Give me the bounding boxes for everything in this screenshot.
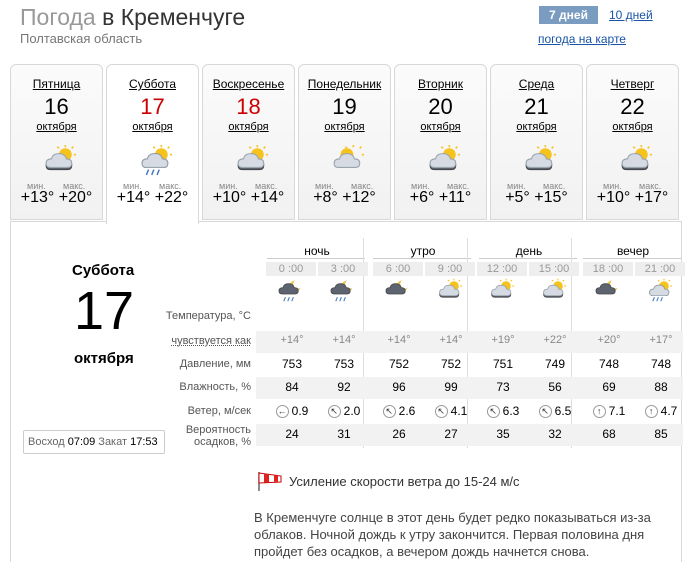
row-label-feels: чувствуется как: [171, 335, 251, 347]
day-description: В Кременчуге солнце в этот день будет редко показываться из-за облаков. Ночной дождь к утру закончится. Первая половина дня пройдет без осадков, а вечером дождь начнется снова.: [254, 510, 651, 559]
day-tab[interactable]: [202, 64, 295, 220]
hour-label: 0 :00: [266, 262, 316, 276]
precip-cell: 32: [548, 427, 562, 441]
wind-cell: ↖ 6.5: [529, 404, 581, 418]
wind-direction-icon: ↖: [328, 405, 341, 418]
day-name: Суббота: [129, 77, 176, 91]
region-name: Полтавская область: [20, 31, 143, 46]
day-name: Четверг: [610, 77, 655, 91]
day-number: 18: [236, 94, 261, 119]
day-name: Воскресенье: [212, 77, 285, 91]
day-tab[interactable]: [10, 64, 103, 220]
min-label: мин.: [411, 181, 430, 191]
wind-direction-icon: ↑: [645, 405, 658, 418]
row-label-precip-2: осадков, %: [194, 436, 251, 448]
humidity-cell: 56: [548, 380, 562, 394]
max-label: макс.: [159, 181, 182, 191]
day-tab[interactable]: [490, 64, 583, 220]
wind-direction-icon: ↑: [593, 405, 606, 418]
cloudy-sun-icon: [616, 144, 656, 176]
day-tabs: [10, 64, 682, 222]
humidity-cell: 84: [285, 380, 299, 394]
max-label: макс.: [639, 181, 662, 191]
humidity-cell: 92: [337, 380, 351, 394]
row-label-pressure: Давление, мм: [179, 358, 251, 370]
cloudy-sun-icon: [232, 144, 272, 176]
max-label: макс.: [63, 181, 86, 191]
night-cloudy-icon: [383, 278, 413, 302]
wind-cell: ↖ 4.1: [425, 404, 477, 418]
precip-cell: 35: [496, 427, 510, 441]
day-temperatures: +8° +12°: [313, 189, 376, 206]
day-tab[interactable]: [394, 64, 487, 220]
feels-cell: +14°: [387, 334, 411, 346]
pressure-cell: 753: [281, 357, 303, 371]
day-name: Среда: [518, 77, 555, 91]
wind-cell: ↖ 2.0: [318, 404, 370, 418]
cloudy-sun-icon: [435, 278, 465, 302]
humidity-cell: 69: [602, 380, 616, 394]
humidity-cell: 99: [444, 380, 458, 394]
cloudy-sun-icon: [424, 144, 464, 176]
cloudy-rain-icon: [136, 144, 176, 176]
feels-cell: +14°: [280, 334, 304, 346]
sun-times: Восход 07:09 Закат 17:53: [23, 430, 165, 454]
precip-cell: 85: [654, 427, 668, 441]
partly-cloudy-icon: [328, 144, 368, 176]
day-tab[interactable]: [586, 64, 679, 220]
day-temperatures: +13° +20°: [20, 189, 93, 206]
pressure-cell: 749: [544, 357, 566, 371]
cloudy-rain-icon: [645, 278, 675, 302]
feels-cell: +17°: [649, 334, 673, 346]
wind-cell: ↑ 7.1: [583, 404, 635, 418]
humidity-cell: 96: [392, 380, 406, 394]
page-title: Погода в Кременчуге: [20, 4, 246, 30]
day-month: октября: [516, 121, 557, 133]
precip-cell: 31: [337, 427, 351, 441]
precip-cell: 68: [602, 427, 616, 441]
night-cloudy-icon: [593, 278, 623, 302]
weather-map-link[interactable]: погода на карте: [538, 32, 626, 46]
day-number: 21: [524, 94, 549, 119]
min-label: мин.: [315, 181, 334, 191]
wind-direction-icon: ↖: [539, 405, 552, 418]
wind-cell: ↖ 2.6: [373, 404, 425, 418]
day-detail-panel: [10, 221, 682, 562]
day-temperatures: +6° +11°: [409, 189, 472, 206]
hour-label: 3 :00: [318, 262, 368, 276]
day-month: октября: [228, 121, 269, 133]
min-label: мин.: [27, 181, 46, 191]
min-label: мин.: [603, 181, 622, 191]
windsock-icon: [255, 469, 285, 493]
precip-cell: 26: [392, 427, 406, 441]
pressure-cell: 748: [598, 357, 620, 371]
tab-10-days[interactable]: 10 дней: [609, 8, 653, 22]
hour-label: 21 :00: [635, 262, 685, 276]
hour-label: 18 :00: [583, 262, 633, 276]
day-number: 20: [428, 94, 453, 119]
wind-warning: Усиление скорости ветра до 15-24 м/с: [289, 474, 520, 489]
row-label-temp: Температура, °C: [165, 310, 251, 322]
period-label: день: [515, 244, 543, 258]
wind-direction-icon: ↖: [487, 405, 500, 418]
day-temperatures: +10° +17°: [596, 189, 669, 206]
row-label-wind: Ветер, м/сек: [187, 405, 251, 417]
wind-cell: ↖ 6.3: [477, 404, 529, 418]
selected-day-month: октября: [74, 350, 134, 367]
selected-day-number: 17: [74, 281, 135, 341]
max-label: макс.: [255, 181, 278, 191]
selected-day-name: Суббота: [72, 262, 135, 279]
period-label: утро: [410, 244, 436, 258]
wind-direction-icon: ↖: [435, 405, 448, 418]
pressure-cell: 752: [440, 357, 462, 371]
day-name: Пятница: [32, 77, 81, 91]
day-name: Понедельник: [307, 77, 382, 91]
wind-cell: ↑ 4.7: [635, 404, 687, 418]
cloudy-sun-icon: [539, 278, 569, 302]
precip-cell: 27: [444, 427, 458, 441]
cloudy-sun-icon: [40, 144, 80, 176]
tab-7-days[interactable]: 7 дней: [539, 6, 598, 24]
cloudy-sun-icon: [520, 144, 560, 176]
feels-cell: +20°: [597, 334, 621, 346]
day-number: 16: [44, 94, 69, 119]
feels-cell: +19°: [491, 334, 515, 346]
day-temperatures: +10° +14°: [212, 189, 285, 206]
day-temperatures: +5° +15°: [505, 189, 568, 206]
hour-label: 6 :00: [373, 262, 423, 276]
period-label: вечер: [616, 244, 650, 258]
wind-cell: ← 0.9: [277, 404, 309, 418]
pressure-cell: 752: [388, 357, 410, 371]
day-month: октября: [612, 121, 653, 133]
night-cloudy-rain-icon: [328, 278, 358, 302]
pressure-cell: 748: [650, 357, 672, 371]
cloudy-sun-icon: [487, 278, 517, 302]
pressure-cell: 751: [492, 357, 514, 371]
day-month: октября: [132, 121, 173, 133]
min-label: мин.: [219, 181, 238, 191]
feels-cell: +14°: [332, 334, 356, 346]
day-number: 17: [140, 94, 165, 119]
hourly-forecast-table: [11, 222, 683, 452]
max-label: макс.: [543, 181, 566, 191]
min-label: мин.: [507, 181, 526, 191]
row-label-precip: Вероятность: [185, 424, 251, 436]
feels-cell: +22°: [543, 334, 567, 346]
day-month: октября: [420, 121, 461, 133]
period-label: ночь: [304, 244, 330, 258]
min-label: мин.: [123, 181, 142, 191]
day-month: октября: [36, 121, 77, 133]
pressure-cell: 753: [333, 357, 355, 371]
day-number: 19: [332, 94, 357, 119]
humidity-cell: 88: [654, 380, 668, 394]
row-label-humidity: Влажность, %: [179, 381, 251, 393]
max-label: макс.: [447, 181, 470, 191]
day-number: 22: [620, 94, 645, 119]
feels-cell: +14°: [439, 334, 463, 346]
humidity-cell: 73: [496, 380, 510, 394]
day-temperatures: +14° +22°: [116, 189, 189, 206]
night-cloudy-rain-icon: [276, 278, 306, 302]
hour-label: 9 :00: [425, 262, 475, 276]
precip-cell: 24: [285, 427, 299, 441]
wind-direction-icon: ←: [277, 406, 287, 417]
hour-label: 15 :00: [529, 262, 579, 276]
day-month: октября: [324, 121, 365, 133]
day-name: Вторник: [418, 77, 463, 91]
wind-direction-icon: ↖: [383, 405, 396, 418]
day-tab[interactable]: [298, 64, 391, 220]
max-label: макс.: [351, 181, 374, 191]
day-tab[interactable]: [106, 64, 199, 224]
hour-label: 12 :00: [477, 262, 527, 276]
